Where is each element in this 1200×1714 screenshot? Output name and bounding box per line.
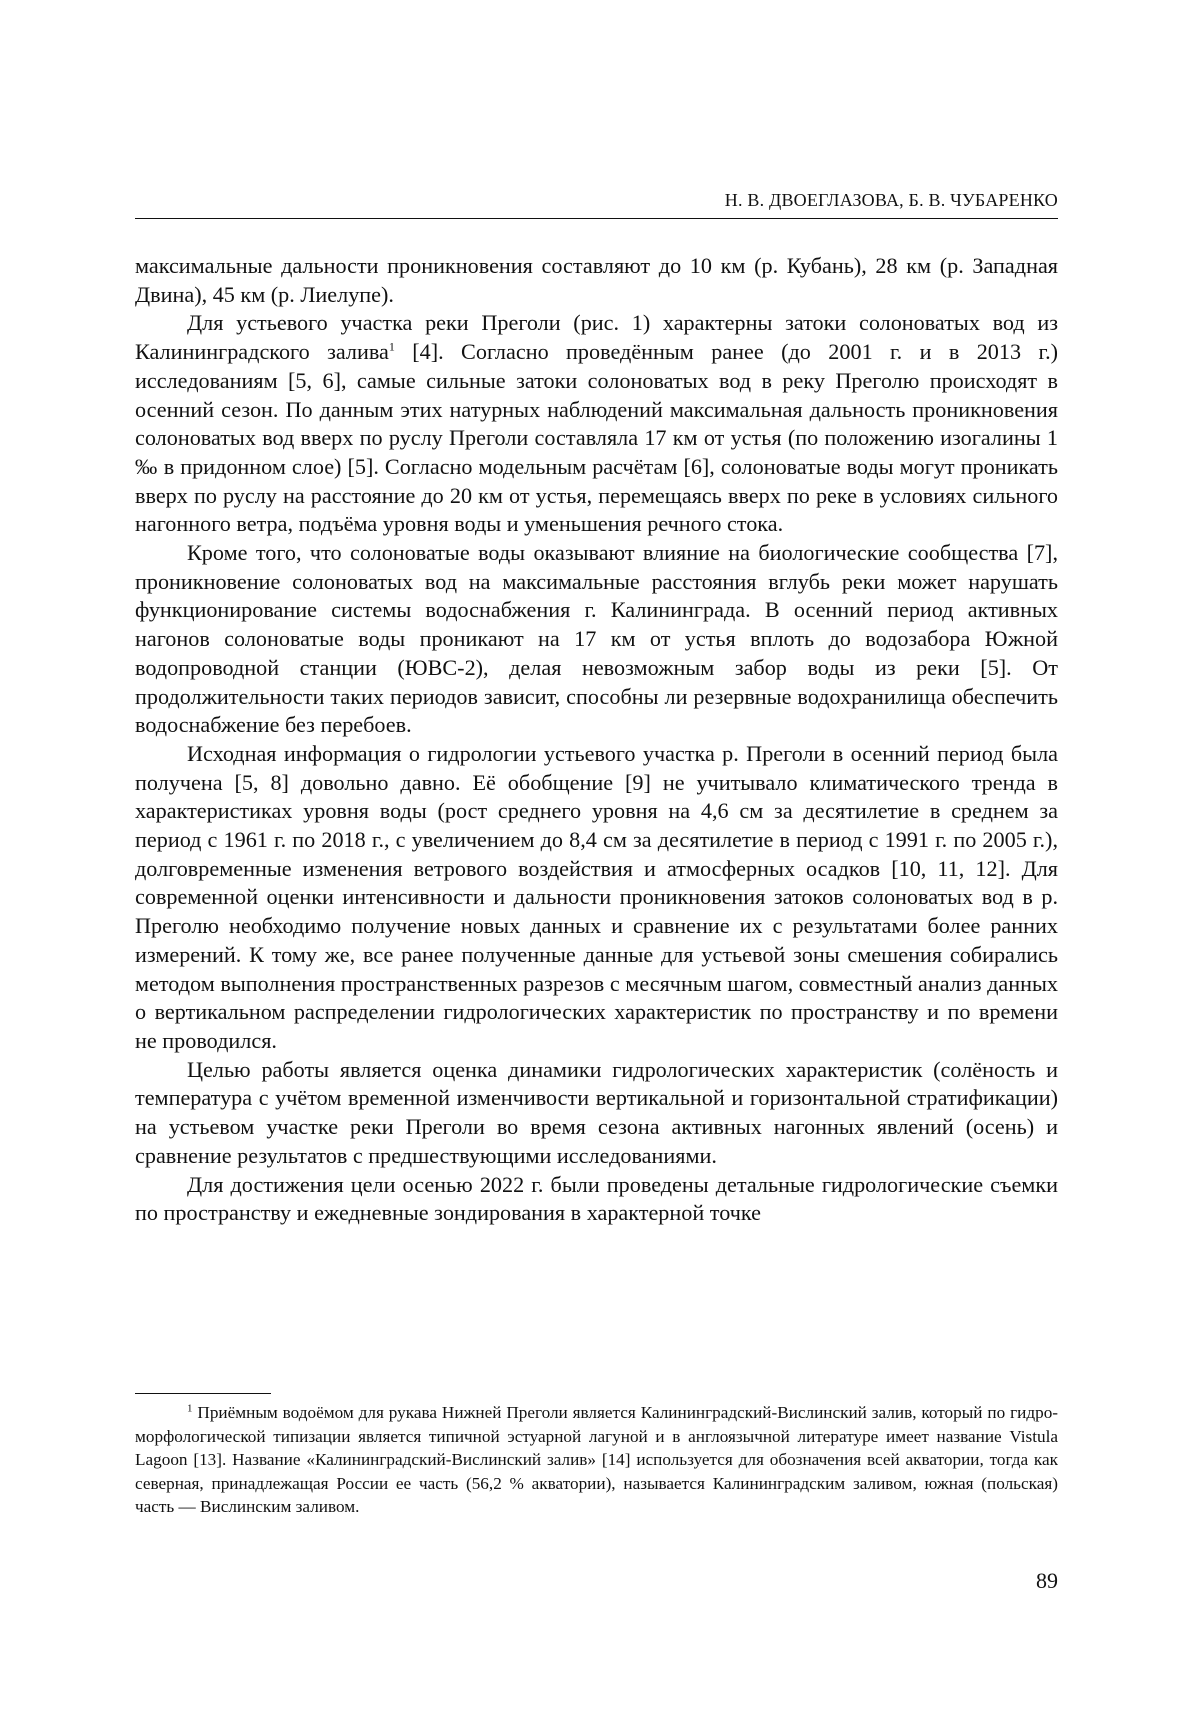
paragraph-3: Кроме того, что солоноватые воды оказывают влияние на биологические сообщества [7], проникновение солоноватых вод на максимальные расстояния вглубь реки может нарушать функционирование системы водоснабжения г. Калининграда. В осенний период активных нагонов солоноватые воды проникают на 17 км от устья вплоть до водозабора Южной водопроводной станции (ЮВС-2), делая невозможным забор воды из реки [5]. От продолжительности таких периодов зависит, способны ли резервные водохранилища обеспечить водоснабжение без перебоев.	[135, 540, 1058, 738]
footnote-divider	[135, 1393, 271, 1394]
paragraph-1: максимальные дальности проникновения составляют до 10 км (р. Кубань), 28 км (р. Западная Двина), 45 км (р. Лиелупе).	[135, 253, 1058, 307]
paragraph-2	[135, 309, 1058, 539]
paragraph-2-start: Для устьевого участка реки Преголи (рис. 1) характерны затоки солоноватых вод из Калининградского залива	[135, 310, 1058, 365]
body-text	[135, 252, 1058, 1228]
page-number: 89	[1036, 1568, 1058, 1593]
paragraph-2-end: [4]. Согласно проведённым ранее (до 2001 г. и в 2013 г.) исследованиям [5, 6], самые сильные затоки солоноватых вод в реку Преголю происходят в осенний сезон. По данным этих натурных наблюдений максимальная дальность проникновения солоноватых вод вверх по руслу Преголи составляла 17 км от устья (по положению изогалины 1 ‰ в придонном слое) [5]. Согласно модельным расчётам [6], солоноватые воды могут проникать вверх по руслу на расстояние до 20 км от устья, перемещаясь вверх по реке в условиях сильного нагонного ветра, подъёма уровня воды и уменьшения речного стока.	[135, 339, 1059, 537]
footnote-number: 1	[187, 1402, 193, 1415]
paragraph-6: Для достижения цели осенью 2022 г. были проведены детальные гидрологические съемки по пространству и ежедневные зондирования в характерной точке	[135, 1171, 1058, 1226]
running-header	[135, 190, 1058, 219]
footnote-text: Приёмным водоёмом для рукава Нижней Преголи является Калининградский-Вислинский залив, который по гидро-морфологической типизации является типичной эстуарной лагуной и в англоязычной литературе имеет название Vistula Lagoon [13]. Название «Калининградский-Вислинский залив» [14] используется для обозначения всей акватории, тогда как северная, принадлежащая России ее часть (56,2 % акватории), называется Калининградским заливом, южная (польская) часть — Вислинским заливом.	[135, 1403, 1059, 1517]
paragraph-4: Исходная информация о гидрологии устьевого участка р. Преголи в осенний период была получена [5, 8] довольно давно. Её обобщение [9] не учитывало климатического тренда в характеристиках уровня воды (рост среднего уровня на 4,6 см за десятилетие в среднем за период с 1961 г. по 2018 г., с увеличением до 8,4 см за десятилетие в период с 1991 г. по 2005 г.), долговременные изменения ветрового воздействия и атмосферных осадков [10, 11, 12]. Для современной оценки интенсивности и дальности проникновения затоков солоноватых вод в р. Преголю необходимо получение новых данных и сравнение их с результатами более ранних измерений. К тому же, все ранее полученные данные для устьевой зоны смешения собирались методом выполнения пространственных разрезов с месячным шагом, совместный анализ данных о вертикальном распределении гидрологических характеристик по пространству и по времени не проводился.	[135, 740, 1058, 1053]
footnote-marker[interactable]: 1	[388, 339, 395, 354]
paragraph-5: Целью работы является оценка динамики гидрологических характеристик (солёность и температура с учётом временной изменчивости вертикальной и горизонтальной стратификации) на устьевом участке реки Преголи во время сезона активных нагонных явлений (осень) и сравнение результатов с предшествующими исследованиями.	[135, 1056, 1058, 1168]
header-authors: Н. В. ДВОЕГЛАЗОВА, Б. В. ЧУБАРЕНКО	[724, 190, 1058, 210]
footnote	[135, 1401, 1058, 1519]
